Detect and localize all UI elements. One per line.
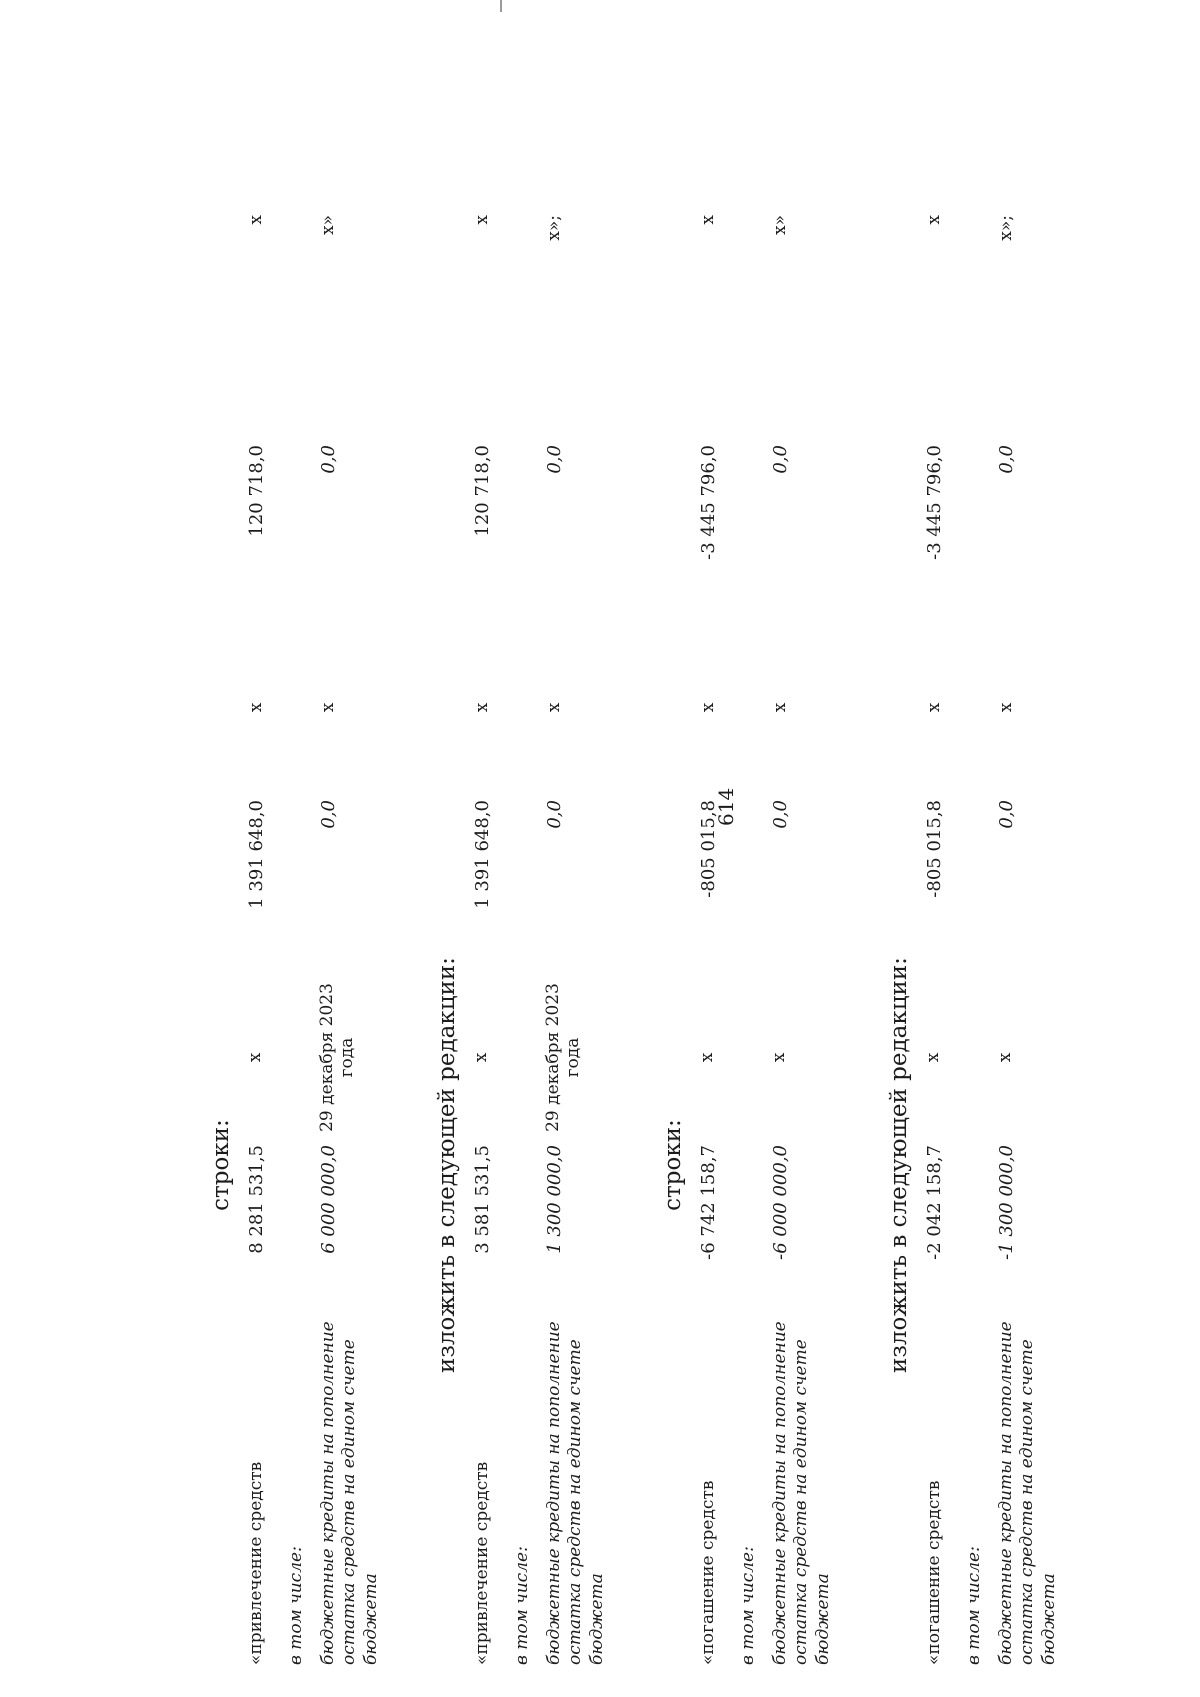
amount-cell: -3 445 796,0 <box>698 445 719 560</box>
row-sublabel: в том числе: <box>738 1546 758 1665</box>
amount-cell: 0,0 <box>544 445 565 474</box>
mark-cell: x» <box>770 215 790 235</box>
amount-cell: 0,0 <box>996 445 1017 474</box>
row-label: «привлечение средств <box>472 1461 492 1665</box>
amount-cell: -3 445 796,0 <box>924 445 945 560</box>
mark-cell: x <box>472 702 492 713</box>
table-row <box>964 65 990 1665</box>
mark-cell: x»; <box>996 215 1016 241</box>
date-cell: 29 декабря 2023 года <box>543 983 583 1132</box>
amount-cell: 0,0 <box>770 445 791 474</box>
amount-cell: 0,0 <box>318 445 339 474</box>
row-sublabel: в том числе: <box>512 1546 532 1665</box>
row-label: «привлечение средств <box>246 1461 266 1665</box>
mark-cell: x <box>698 702 718 713</box>
amount-cell: 6 000 000,0 <box>318 1145 339 1254</box>
section-3 <box>652 65 878 1665</box>
table-row <box>990 65 1104 1665</box>
table-row <box>466 65 512 1665</box>
amount-cell: 1 300 000,0 <box>544 1145 565 1254</box>
table-row <box>512 65 538 1665</box>
section-heading: изложить в следующей редакции: <box>886 957 912 1373</box>
section-heading: строки: <box>208 1119 234 1211</box>
row-label: бюджетные кредиты на пополнение остатка средств на едином счете бюджета <box>996 1321 1059 1665</box>
row-label: «погашение средств <box>924 1480 944 1665</box>
amount-cell: -805 015,8 <box>698 800 719 898</box>
mark-cell: x <box>246 702 266 713</box>
section-1 <box>200 65 426 1665</box>
scan-artifact <box>500 0 502 12</box>
row-label: «погашение средств <box>698 1480 718 1665</box>
amount-cell: -805 015,8 <box>924 800 945 898</box>
date-cell: 29 декабря 2023 года <box>317 983 357 1132</box>
mark-cell: x <box>698 215 718 225</box>
mark-cell: x <box>770 702 790 713</box>
date-cell: x <box>995 1052 1015 1063</box>
amount-cell: 0,0 <box>544 800 565 829</box>
mark-cell: x <box>246 215 266 225</box>
mark-cell: x <box>318 702 338 713</box>
mark-cell: x <box>924 215 944 225</box>
table-row <box>738 65 764 1665</box>
amount-cell: -6 742 158,7 <box>698 1145 719 1260</box>
amount-cell: 8 281 531,5 <box>246 1145 267 1254</box>
rotated-document-content <box>200 65 1200 1665</box>
amount-cell: -6 000 000,0 <box>770 1145 791 1260</box>
amount-cell: 120 718,0 <box>472 445 493 537</box>
table-row <box>692 65 738 1665</box>
amount-cell: 1 391 648,0 <box>472 800 493 909</box>
amount-cell: 1 391 648,0 <box>246 800 267 909</box>
date-cell: x <box>697 1052 717 1063</box>
date-cell: x <box>245 1052 265 1063</box>
table-row <box>918 65 964 1665</box>
amount-cell: 120 718,0 <box>246 445 267 537</box>
row-sublabel: в том числе: <box>964 1546 984 1665</box>
table-row <box>240 65 286 1665</box>
amount-cell: -2 042 158,7 <box>924 1145 945 1260</box>
section-heading: изложить в следующей редакции: <box>434 957 460 1373</box>
row-label: бюджетные кредиты на пополнение остатка средств на едином счете бюджета <box>770 1321 833 1665</box>
date-cell: x <box>769 1052 789 1063</box>
amount-cell: -1 300 000,0 <box>996 1145 1017 1260</box>
page-number: 614 <box>714 787 738 826</box>
table-row <box>312 65 426 1665</box>
row-label: бюджетные кредиты на пополнение остатка средств на едином счете бюджета <box>318 1321 381 1665</box>
amount-cell: 0,0 <box>996 800 1017 829</box>
table-row <box>538 65 652 1665</box>
table-row <box>286 65 312 1665</box>
mark-cell: x <box>544 702 564 713</box>
section-4 <box>878 65 1104 1665</box>
date-cell: x <box>923 1052 943 1063</box>
mark-cell: x <box>472 215 492 225</box>
section-2 <box>426 65 652 1665</box>
mark-cell: x <box>924 702 944 713</box>
row-sublabel: в том числе: <box>286 1546 306 1665</box>
section-heading: строки: <box>660 1119 686 1211</box>
amount-cell: 3 581 531,5 <box>472 1145 493 1254</box>
mark-cell: x» <box>318 215 338 235</box>
mark-cell: x <box>996 702 1016 713</box>
amount-cell: 0,0 <box>770 800 791 829</box>
table-row <box>764 65 878 1665</box>
amount-cell: 0,0 <box>318 800 339 829</box>
row-label: бюджетные кредиты на пополнение остатка средств на едином счете бюджета <box>544 1321 607 1665</box>
date-cell: x <box>471 1052 491 1063</box>
mark-cell: x»; <box>544 215 564 241</box>
